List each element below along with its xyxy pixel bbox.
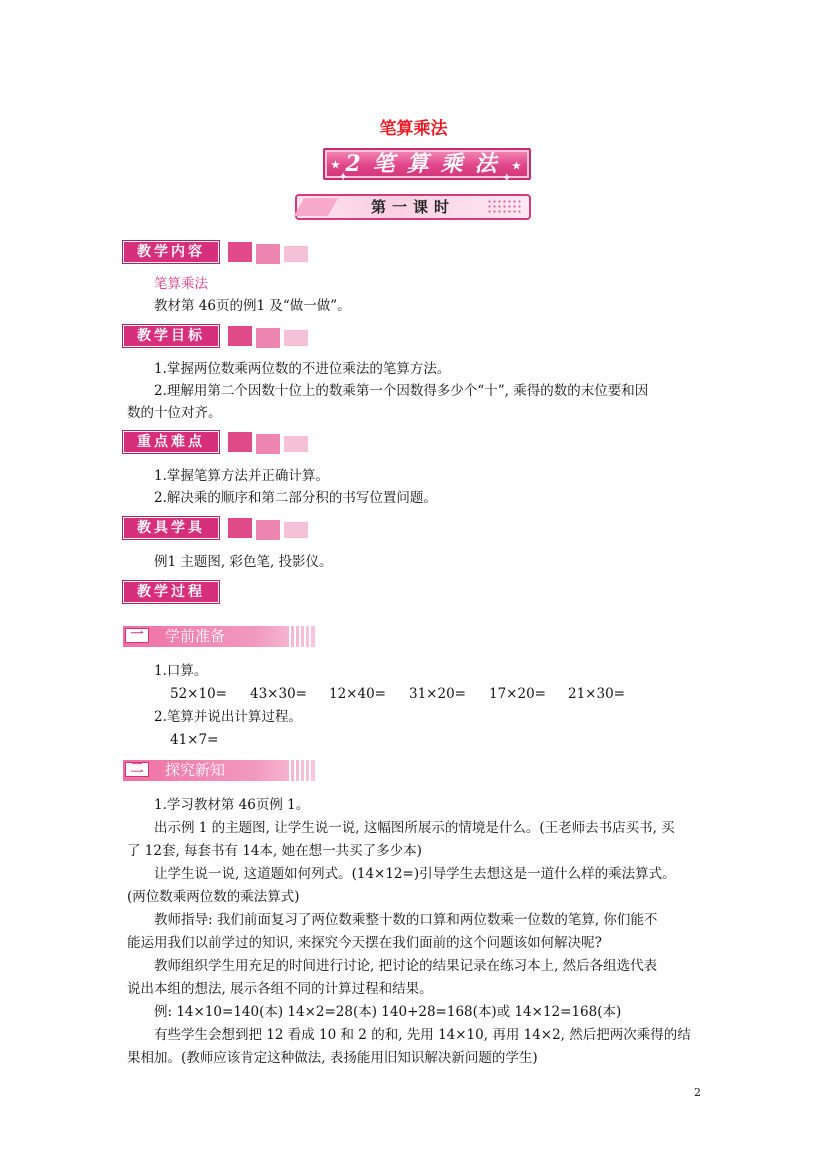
section-tag-process: 教学过程: [123, 581, 219, 603]
star-icon: ✦: [502, 173, 511, 184]
content-topic: 笔算乘法: [154, 276, 208, 292]
body-line: 例: 14×10=140(本) 14×2=28(本) 140+28=168(本)或 14×12=168(本): [154, 1004, 622, 1020]
section-tag-content: 教学内容: [123, 241, 219, 263]
tag-decor-square: [228, 432, 252, 452]
goal-line: 数的十位对齐。: [127, 405, 222, 421]
goal-line: 2.理解用第二个因数十位上的数乘第一个因数得多少个“十”, 乘得的数的末位要和因: [154, 383, 649, 399]
body-line: 教师指导: 我们前面复习了两位数乘整十数的口算和两位数乘一位数的笔算, 你们能不: [154, 912, 658, 928]
body-line: 能运用我们以前学过的知识, 来探究今天摆在我们面前的这个问题该如何解决呢?: [127, 935, 602, 951]
step1-question: 2.笔算并说出计算过程。: [154, 709, 302, 725]
page-number: 2: [694, 1086, 701, 1099]
section-tag-tools: 教具学具: [123, 517, 219, 539]
calc-item: 31×20=: [409, 686, 466, 702]
tag-decor-square: [284, 246, 308, 262]
lesson-banner-decor: [294, 198, 338, 216]
tag-decor-square: [256, 520, 280, 540]
body-line: 了 12套, 每套书有 14本, 她在想一共买了多少本): [127, 843, 422, 859]
document-title: 笔算乘法: [379, 119, 448, 139]
step-bar-decor: [289, 626, 313, 647]
body-line: 果相加。(教师应该肯定这种做法, 表扬能用旧知识解决新问题的学生): [127, 1050, 538, 1066]
tag-decor-square: [228, 518, 252, 538]
star-icon: ✦: [339, 172, 348, 183]
body-line: 说出本组的想法, 展示各组不同的计算过程和结果。: [127, 981, 433, 997]
step-bar-prep: [123, 626, 315, 647]
tag-decor-square: [284, 330, 308, 346]
body-line: 让学生说一说, 这道题如何列式。(14×12=)引导学生去想这是一道什么样的乘法算式。: [154, 866, 676, 882]
calc-item: 52×10=: [170, 686, 227, 702]
tools-line: 例1 主题图, 彩色笔, 投影仪。: [154, 554, 333, 570]
tag-decor-square: [256, 434, 280, 454]
calc-item: 12×40=: [329, 686, 386, 702]
lesson-banner: [295, 194, 531, 220]
star-icon: ★: [331, 160, 340, 171]
calc-item: 43×30=: [250, 686, 307, 702]
tag-decor-square: [284, 436, 308, 452]
unit-banner-text: 2笔算乘法: [345, 151, 509, 177]
step-label: 学前准备: [165, 627, 226, 645]
body-line: 出示例 1 的主题图, 让学生说一说, 这幅图所展示的情境是什么。(王老师去书店买书, 买: [154, 820, 675, 836]
calc-item: 21×30=: [568, 686, 625, 702]
tag-decor-square: [228, 242, 252, 262]
star-icon: ★: [512, 161, 521, 172]
section-tag-key: 重点难点: [123, 431, 219, 453]
step-bar-decor: [289, 760, 313, 781]
content-line: 教材第 46页的例1 及“做一做”。: [154, 298, 351, 314]
body-line: 有些学生会想到把 12 看成 10 和 2 的和, 先用 14×10, 再用 14×2, 然后把两次乘得的结: [154, 1027, 691, 1043]
step-number: 一: [125, 628, 149, 643]
lesson-banner-dots: [487, 199, 523, 215]
tag-decor-square: [256, 244, 280, 264]
key-line: 2.解决乘的顺序和第二部分积的书写位置问题。: [154, 490, 437, 506]
lesson-banner-text: 第一课时: [370, 198, 455, 216]
step-label: 探究新知: [165, 761, 226, 779]
body-line: (两位数乘两位数的乘法算式): [127, 889, 300, 905]
step-bar-explore: [123, 760, 315, 781]
step1-question: 1.口算。: [154, 663, 208, 679]
key-line: 1.掌握笔算方法并正确计算。: [154, 468, 329, 484]
step-number: 二: [125, 762, 149, 777]
unit-banner: [323, 148, 531, 184]
body-line: 教师组织学生用充足的时间进行讨论, 把讨论的结果记录在练习本上, 然后各组选代表: [154, 958, 658, 974]
tag-decor-square: [228, 326, 252, 346]
calc-item: 41×7=: [170, 732, 219, 748]
tag-decor-square: [256, 328, 280, 348]
tag-decor-square: [284, 522, 308, 538]
section-tag-goals: 教学目标: [123, 325, 219, 347]
goal-line: 1.掌握两位数乘两位数的不进位乘法的笔算方法。: [154, 361, 451, 377]
calc-item: 17×20=: [489, 686, 546, 702]
body-line: 1.学习教材第 46页例 1。: [154, 797, 310, 813]
